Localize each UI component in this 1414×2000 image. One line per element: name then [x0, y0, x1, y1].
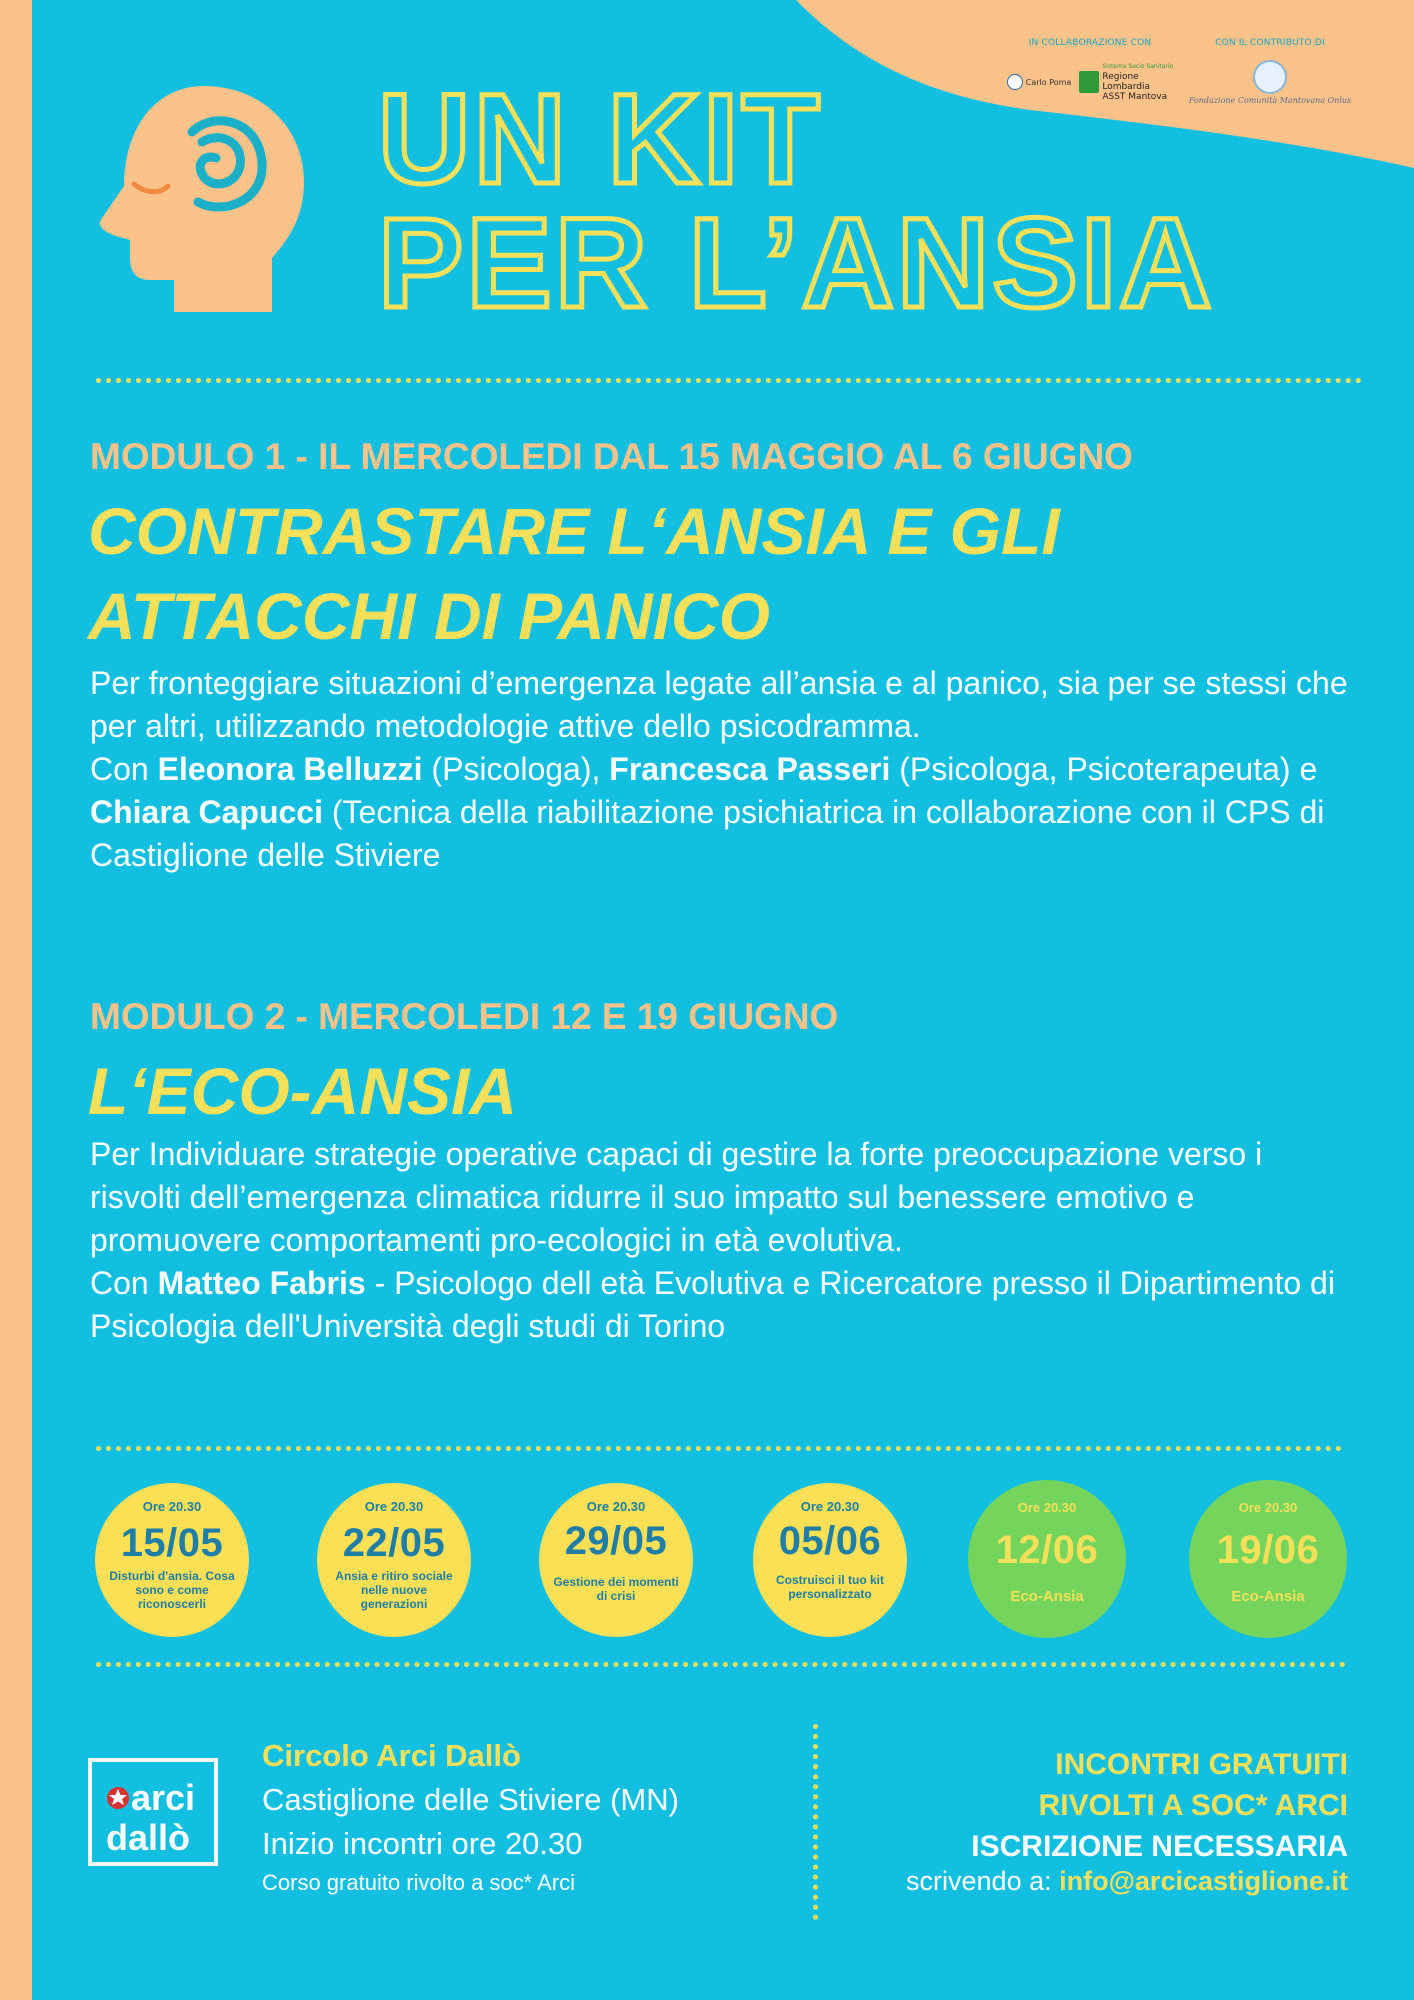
arci-logo-line2: dallò	[106, 1817, 191, 1858]
course-note: Corso gratuito rivolto a soc* Arci	[262, 1870, 576, 1895]
modulo2-presenter-1-role: - Psicologo dell età Evolutiva e Ricercatore presso il Dipartimento di Psicologia dell'Università degli studi di Torino	[90, 1265, 1335, 1344]
contact-line	[906, 1866, 1348, 1897]
schedule-circle-5	[968, 1480, 1126, 1638]
modulo2-title: L‘ECO-ANSIA	[88, 1054, 517, 1128]
modulo1-presenter-2: Francesca Passeri	[609, 751, 891, 787]
left-strip	[0, 0, 32, 2000]
schedule-time: Ore 20.30	[1238, 1500, 1298, 1515]
members-only: RIVOLTI A SOC* ARCI	[1038, 1789, 1348, 1822]
modulo1-title-line1: CONTRASTARE L‘ANSIA E GLI	[88, 494, 1060, 568]
modulo1-heading: MODULO 1 - IL MERCOLEDI DAL 15 MAGGIO AL 6 GIUGNO	[90, 436, 1133, 477]
start-time: Inizio incontri ore 20.30	[262, 1826, 583, 1861]
schedule-circle-2	[317, 1483, 471, 1637]
modulo1-description	[90, 662, 1350, 877]
divider-middle	[96, 1446, 1342, 1451]
contrib-label: CON IL CONTRIBUTO DI	[1215, 38, 1325, 48]
schedule-circle-4	[753, 1483, 907, 1637]
title-line-2: PER L’ANSIA	[378, 192, 1215, 335]
modulo2-description	[90, 1133, 1350, 1348]
schedule-circle-3	[539, 1483, 693, 1637]
schedule-date: 19/06	[1216, 1528, 1320, 1572]
schedule-date: 15/05	[120, 1521, 224, 1565]
schedule-date: 05/06	[778, 1519, 882, 1563]
divider-bottom	[96, 1662, 1346, 1667]
title-line-1: UN KIT	[378, 68, 823, 211]
regione-line3: ASST Mantova	[1102, 92, 1168, 102]
footer-divider	[813, 1724, 818, 1920]
carlo-poma-label: Carlo Poma	[1025, 77, 1072, 87]
carlo-poma-icon	[1007, 74, 1023, 90]
regione-line1: Regione	[1102, 72, 1139, 82]
schedule-date: 29/05	[564, 1519, 668, 1563]
arci-logo-line1: arci	[131, 1777, 196, 1818]
modulo1-presenter-3-role: (Tecnica della riabilitazione psichiatrica in collaborazione con il CPS di Castiglione delle Stiviere	[90, 794, 1325, 873]
venue-city: Castiglione delle Stiviere (MN)	[262, 1782, 679, 1817]
schedule-time: Ore 20.30	[1017, 1500, 1077, 1515]
modulo2-presenter-1: Matteo Fabris	[157, 1265, 366, 1301]
regione-lombardia-text	[1102, 62, 1173, 102]
modulo2-heading: MODULO 2 - MERCOLEDI 12 E 19 GIUGNO	[90, 996, 839, 1037]
fondazione-emblem-icon	[1253, 60, 1287, 94]
schedule-desc: Costruisci il tuo kit personalizzato	[775, 1573, 884, 1601]
schedule-circle-6	[1189, 1480, 1347, 1638]
regione-lombardia-icon	[1079, 71, 1099, 93]
carlo-poma-logo	[1007, 74, 1072, 90]
writing-label: scrivendo a:	[906, 1866, 1060, 1896]
modulo1-desc: Per fronteggiare situazioni d’emergenza legate all’ansia e al panico, sia per se stessi che per altri, utilizzando metodologie attive dello psicodramma.	[90, 665, 1348, 744]
modulo1-presenter-1: Eleonora Belluzzi	[157, 751, 423, 787]
registration-required: ISCRIZIONE NECESSARIA	[971, 1830, 1348, 1863]
schedule-desc: Eco-Ansia	[1231, 1588, 1305, 1605]
collaboration-block	[990, 38, 1190, 102]
schedule-desc: Disturbi d'ansia. Cosa sono e come riconoscerli	[109, 1569, 235, 1611]
modulo2-con: Con	[90, 1265, 158, 1301]
regione-line2: Lombardia	[1102, 82, 1150, 92]
schedule-desc: Eco-Ansia	[1010, 1588, 1084, 1605]
modulo1-presenter-1-role: (Psicologa),	[422, 751, 610, 787]
schedule-desc: Gestione dei momenti di crisi	[553, 1575, 679, 1603]
modulo1-presenter-2-role: (Psicologa, Psicoterapeuta) e	[890, 751, 1318, 787]
modulo1-presenter-3: Chiara Capucci	[90, 794, 323, 830]
modulo1-con: Con	[90, 751, 158, 787]
email-link[interactable]: info@arcicastiglione.it	[1059, 1866, 1348, 1896]
regione-sup: Sistema Socio Sanitario	[1102, 63, 1174, 70]
schedule-date: 22/05	[342, 1521, 446, 1565]
venue-name: Circolo Arci Dallò	[262, 1738, 521, 1773]
arci-dallo-logo	[84, 1754, 226, 1872]
modulo1-title-line2: ATTACCHI DI PANICO	[88, 579, 770, 653]
free-meetings: INCONTRI GRATUITI	[1055, 1748, 1348, 1781]
collab-label: IN COLLABORAZIONE CON	[1028, 38, 1152, 48]
schedule-time: Ore 20.30	[364, 1499, 424, 1514]
schedule-desc: Ansia e ritiro sociale nelle nuove generazioni	[335, 1569, 453, 1611]
schedule-time: Ore 20.30	[586, 1499, 646, 1514]
collab-logos	[990, 62, 1190, 102]
divider-top	[96, 378, 1362, 383]
fondazione-name: Fondazione Comunità Mantovana Onlus	[1188, 96, 1352, 105]
regione-lombardia-logo	[1079, 62, 1173, 102]
schedule-time: Ore 20.30	[142, 1499, 202, 1514]
modulo2-desc: Per Individuare strategie operative capaci di gestire la forte preoccupazione verso i risvolti dell’emergenza climatica ridurre il suo impatto sul benessere emotivo e promuovere comportamenti pro-ecologici in età evolutiva.	[90, 1136, 1263, 1258]
schedule-circle-1	[95, 1483, 249, 1637]
contribution-block	[1180, 38, 1360, 105]
head-spiral-icon	[94, 80, 314, 320]
schedule-date: 12/06	[995, 1528, 1099, 1572]
schedule-time: Ore 20.30	[800, 1499, 860, 1514]
